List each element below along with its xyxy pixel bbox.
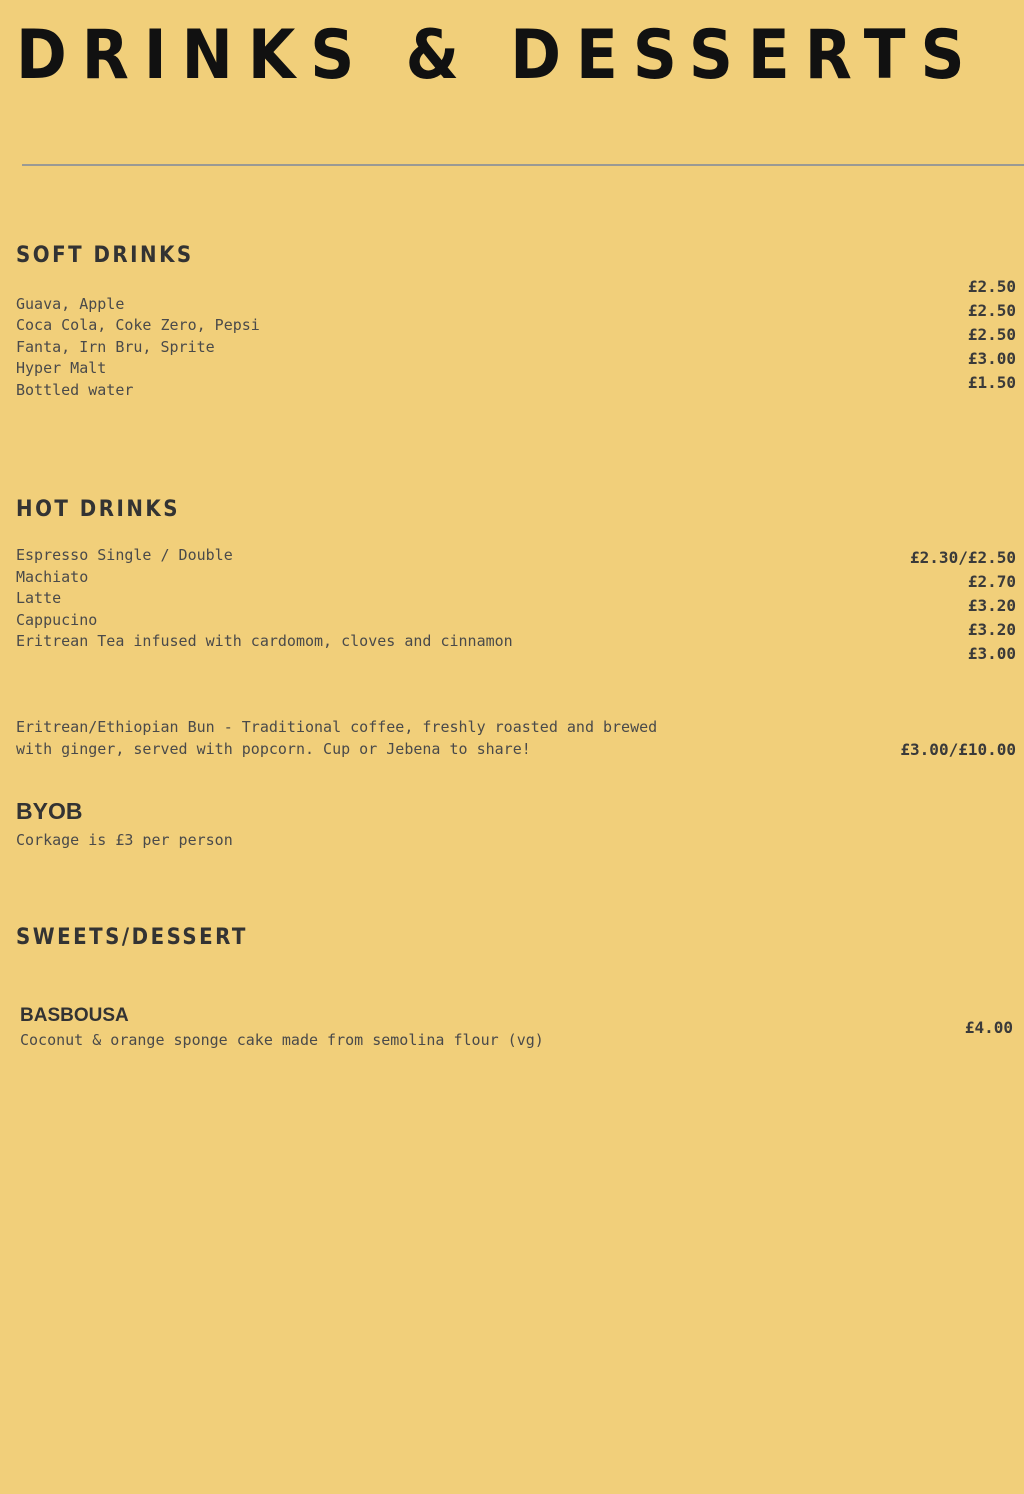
- hot-drink-price: £3.00: [967, 644, 1016, 663]
- hot-drink-item: Eritrean Tea infused with cardomom, cloves and cinnamon: [16, 632, 513, 650]
- sweets-heading: SWEETS/DESSERT: [16, 925, 248, 950]
- soft-drink-item: Fanta, Irn Bru, Sprite: [16, 338, 215, 356]
- bun-description-line-1: Eritrean/Ethiopian Bun - Traditional coffee, freshly roasted and brewed: [16, 718, 658, 736]
- hot-drink-item: Machiato: [16, 568, 89, 586]
- corkage-note: Corkage is £3 per person: [16, 831, 233, 849]
- hot-drinks-heading: HOT DRINKS: [16, 497, 180, 522]
- soft-drink-price: £2.50: [967, 325, 1016, 344]
- soft-drink-price: £3.00: [967, 349, 1016, 368]
- hot-drink-price: £2.70: [967, 572, 1016, 591]
- bun-price: £3.00/£10.00: [900, 740, 1016, 759]
- soft-drink-item: Hyper Malt: [16, 359, 107, 377]
- dessert-name: BASBOUSA: [20, 1005, 129, 1026]
- hot-drink-item: Cappucino: [16, 611, 98, 629]
- soft-drink-item: Coca Cola, Coke Zero, Pepsi: [16, 316, 260, 334]
- hot-drink-price: £3.20: [967, 620, 1016, 639]
- hot-drink-price: £3.20: [967, 596, 1016, 615]
- title-divider: [22, 164, 1024, 166]
- soft-drink-item: Bottled water: [16, 381, 134, 399]
- dessert-description: Coconut & orange sponge cake made from semolina flour (vg): [20, 1031, 544, 1049]
- soft-drink-price: £2.50: [967, 301, 1016, 320]
- soft-drinks-heading: SOFT DRINKS: [16, 243, 194, 268]
- dessert-price: £4.00: [964, 1018, 1013, 1037]
- hot-drink-item: Latte: [16, 589, 62, 607]
- soft-drink-price: £2.50: [967, 277, 1016, 296]
- bun-description-line-2: with ginger, served with popcorn. Cup or Jebena to share!: [16, 740, 531, 758]
- soft-drink-price: £1.50: [967, 373, 1016, 392]
- menu-title: DRINKS & DESSERTS: [16, 16, 980, 95]
- hot-drink-item: Espresso Single / Double: [16, 546, 233, 564]
- hot-drink-price: £2.30/£2.50: [910, 548, 1016, 567]
- soft-drink-item: Guava, Apple: [16, 295, 125, 313]
- byob-heading: BYOB: [16, 798, 83, 824]
